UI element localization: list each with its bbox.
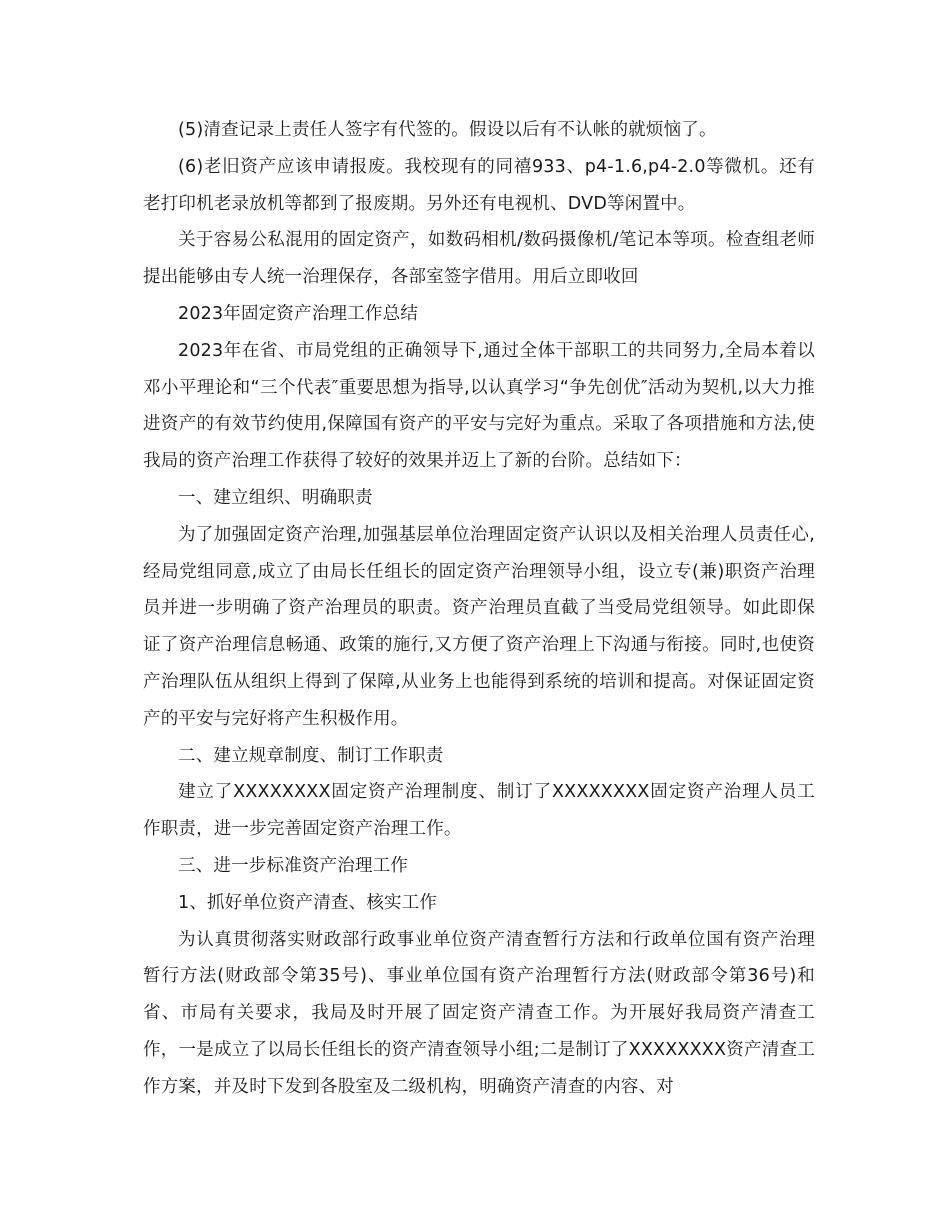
paragraph-intro: 2023年在省、市局党组的正确领导下,通过全体干部职工的共同努力,全局本着以邓小平理论和“三个代表″重要思想为指导,以认真学习“争先创优″活动为契机,以大力推进资产的有效节约使用,保障国有资产的平安与完好为重点。采取了各项措施和方法,使我局的资产治理工作获得了较好的效果并迈上了新的台阶。总结如下： (143, 340, 815, 472)
paragraph-section-2: 建立了XXXXXXXX固定资产治理制度、制订了XXXXXXXX固定资产治理人员工作职责，进一步完善固定资产治理工作。 (143, 782, 815, 840)
paragraph-subsection-1: 为认真贯彻落实财政部行政事业单位资产清查暂行方法和行政单位国有资产治理暂行方法(财政部令第35号)、事业单位国有资产治理暂行方法(财政部令第36号)和省、市局有关要求，我局及时开展了固定资产清查工作。为开展好我局资产清查工作，一是成立了以局长任组长的资产清查领导小组;二是制订了XXXXXXXX资产清查工作方案，并及时下发到各股室及二级机构，明确资产清查的内容、对 (143, 929, 815, 1097)
document-body (143, 112, 815, 1106)
paragraph-section-1: 为了加强固定资产治理,加强基层单位治理固定资产认识以及相关治理人员责任心,经局党组同意,成立了由局长任组长的固定资产治理领导小组，设立专(兼)职资产治理员并进一步明确了资产治理员的职责。资产治理员直截了当受局党组领导。如此即保证了资产治理信息畅通、政策的施行,又方便了资产治理上下沟通与衔接。同时,也使资产治理队伍从组织上得到了保障,从业务上也能得到系统的培训和提高。对保证固定资产的平安与完好将产生积极作用。 (143, 524, 815, 729)
subsection-heading-1: 1、抓好单位资产清查、核实工作 (178, 892, 438, 913)
summary-title: 2023年固定资产治理工作总结 (178, 303, 419, 324)
section-heading-3: 三、进一步标准资产治理工作 (178, 855, 409, 876)
paragraph-item-5: (5)清查记录上责任人签字有代签的。假设以后有不认帐的就烦恼了。 (178, 120, 717, 140)
paragraph-mixed-use-assets: 关于容易公私混用的固定资产，如数码相机/数码摄像机/笔记本等项。检查组老师提出能够由专人统一治理保存，各部室签字借用。用后立即收回 (143, 230, 815, 288)
section-heading-1: 一、建立组织、明确职责 (178, 487, 373, 508)
paragraph-item-6: (6)老旧资产应该申请报废。我校现有的同禧933、p4-1.6,p4-2.0等微机。还有老打印机老录放机等都到了报废期。另外还有电视机、DVD等闲置中。 (143, 156, 815, 214)
section-heading-2: 二、建立规章制度、制订工作职责 (178, 745, 444, 766)
